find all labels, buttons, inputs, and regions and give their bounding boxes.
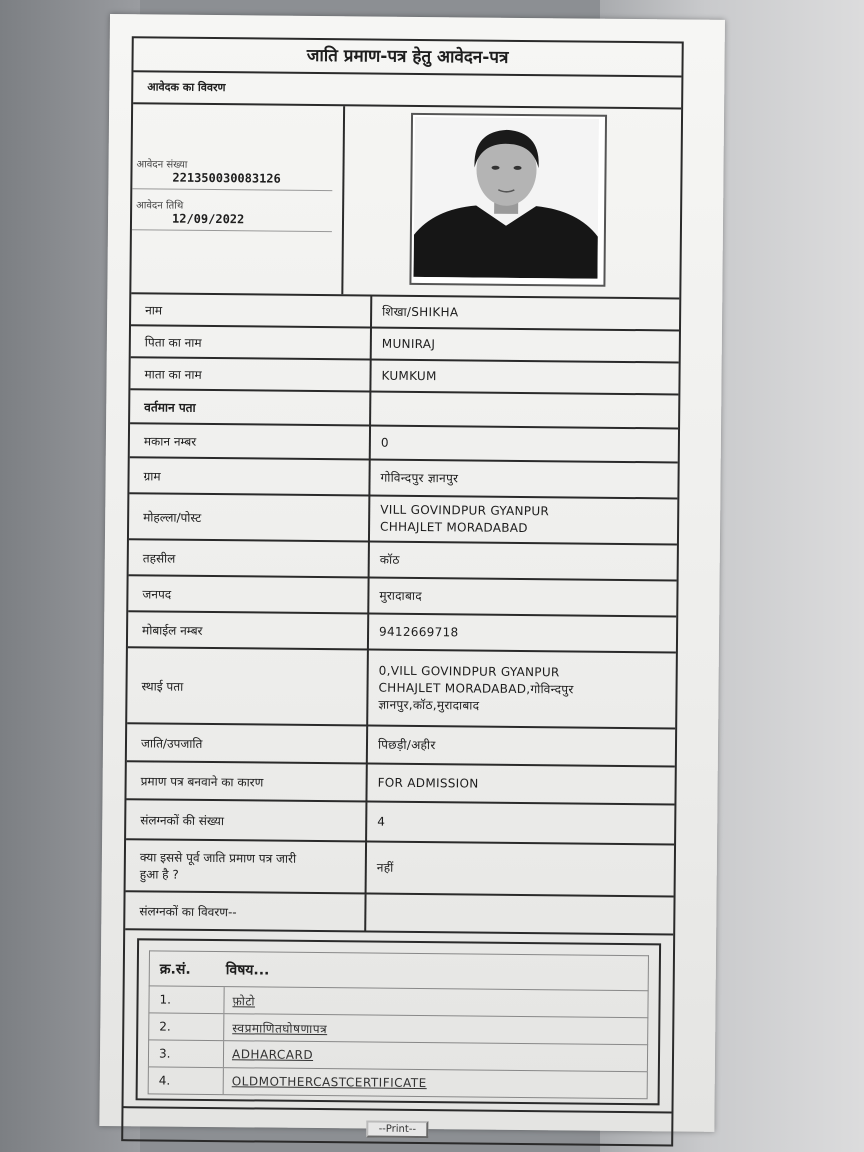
table-row (128, 576, 676, 617)
row-label: तहसील (129, 540, 370, 576)
row-value-text: 4 (377, 814, 386, 829)
table-row (131, 294, 679, 331)
attachment-sn: 1. (149, 986, 224, 1013)
row-value (367, 803, 674, 844)
row-value-text: पिछड़ी/अहीर (377, 737, 436, 752)
table-row (130, 424, 678, 463)
attachment-sn: 3. (149, 1040, 224, 1067)
row-value (367, 765, 674, 804)
table-row (125, 892, 673, 935)
row-value (366, 895, 673, 934)
row-label: मोहल्ला/पोस्ट (129, 494, 370, 540)
row-value-text: VILL GOVINDPUR GYANPUR CHHAJLET MORADABAD (380, 502, 550, 536)
row-value (370, 461, 677, 498)
row-value (369, 579, 676, 616)
row-label: माता का नाम (130, 358, 371, 390)
row-value-text: FOR ADMISSION (377, 775, 479, 791)
row-value (371, 361, 678, 394)
row-value (372, 329, 679, 362)
row-label: जनपद (128, 576, 369, 612)
row-value-text: 0,VILL GOVINDPUR GYANPUR CHHAJLET MORADABAD,गोविन्दपुर ज्ञानपुर,कॉठ,मुरादाबाद (378, 663, 574, 713)
row-label: स्थाई पता (127, 648, 369, 724)
row-value-text: 9412669718 (379, 624, 459, 639)
row-label: ग्राम (129, 458, 370, 494)
row-label: प्रमाण पत्र बनवाने का कारण (126, 762, 367, 800)
row-value (371, 393, 678, 428)
row-label: नाम (131, 294, 372, 326)
application-info-row (131, 104, 681, 299)
detail-rows (125, 294, 679, 935)
row-value-text: मुरादाबाद (379, 588, 423, 603)
row-value-text: शिखा/SHIKHA (382, 304, 459, 319)
table-row (127, 724, 675, 767)
application-number-block (132, 156, 332, 191)
applicant-photo-image (413, 117, 599, 279)
row-value (369, 615, 676, 652)
attachment-sn: 4. (149, 1067, 224, 1094)
table-row (129, 494, 677, 545)
table-row (127, 648, 676, 729)
row-value (370, 543, 677, 580)
attachments-table (136, 938, 662, 1105)
row-label: मकान नम्बर (130, 424, 371, 458)
section-applicant-details: आवेदक का विवरण (133, 72, 681, 109)
attachment-row (148, 1012, 648, 1044)
row-value (367, 843, 674, 896)
application-date-label: आवेदन तिथि (136, 200, 184, 212)
table-row (129, 458, 677, 499)
application-date-block (132, 197, 332, 232)
row-value-text: KUMKUM (381, 368, 437, 383)
row-value (372, 297, 679, 330)
attachment-row (148, 1066, 648, 1099)
attachment-row (148, 1039, 648, 1071)
attachments-col-subject: विषय... (225, 961, 270, 979)
attachment-link[interactable]: OLDMOTHERCASTCERTIFICATE (231, 1074, 427, 1091)
attachments-header (149, 950, 649, 990)
table-row (130, 358, 678, 395)
row-value (370, 497, 677, 544)
row-value-text: 0 (380, 435, 389, 450)
caste-certificate-form (121, 36, 684, 1146)
application-number: 221350030083126 (172, 170, 281, 186)
row-label: मोबाईल नम्बर (128, 612, 369, 648)
attachment-link[interactable]: ADHARCARD (231, 1047, 314, 1062)
print-button[interactable]: --Print-- (367, 1121, 429, 1139)
row-label: पिता का नाम (131, 326, 372, 358)
row-value-text: नहीं (376, 860, 394, 875)
row-label: जाति/उपजाति (127, 724, 368, 762)
photo-cell (343, 106, 681, 297)
table-row (131, 326, 679, 363)
row-label: संलग्नकों की संख्या (126, 800, 367, 840)
print-area (123, 1106, 671, 1144)
document-paper (99, 14, 725, 1135)
table-row (129, 540, 677, 581)
attachment-link[interactable]: स्वप्रमाणितघोषणापत्र (232, 1020, 328, 1036)
application-info (131, 104, 345, 294)
application-date: 12/09/2022 (171, 211, 245, 227)
table-row (128, 612, 676, 653)
applicant-photo (409, 113, 607, 287)
attachment-row (148, 985, 648, 1017)
row-value (368, 727, 675, 766)
row-value-text: गोविन्दपुर ज्ञानपुर (380, 470, 459, 485)
row-value (368, 651, 676, 728)
row-value-text: कॉठ (379, 552, 400, 567)
row-label: संलग्नकों का विवरण-- (125, 892, 366, 930)
application-number-label: आवेदन संख्या (136, 159, 188, 171)
table-row (126, 800, 674, 845)
row-label: क्या इससे पूर्व जाति प्रमाण पत्र जारी हुआ है ? (126, 840, 367, 892)
attachment-link[interactable]: फ़ोटो (232, 993, 256, 1008)
form-title: जाति प्रमाण-पत्र हेतु आवेदन-पत्र (133, 38, 681, 77)
row-value-text: MUNIRAJ (381, 336, 436, 351)
row-label: वर्तमान पता (130, 390, 371, 424)
attachments-col-sn: क्र.सं. (159, 961, 191, 978)
table-row (126, 762, 674, 805)
attachments-rows (148, 985, 649, 1099)
table-row (126, 840, 674, 897)
attachment-sn: 2. (149, 1013, 224, 1040)
table-row (130, 390, 678, 429)
row-value (371, 427, 678, 462)
